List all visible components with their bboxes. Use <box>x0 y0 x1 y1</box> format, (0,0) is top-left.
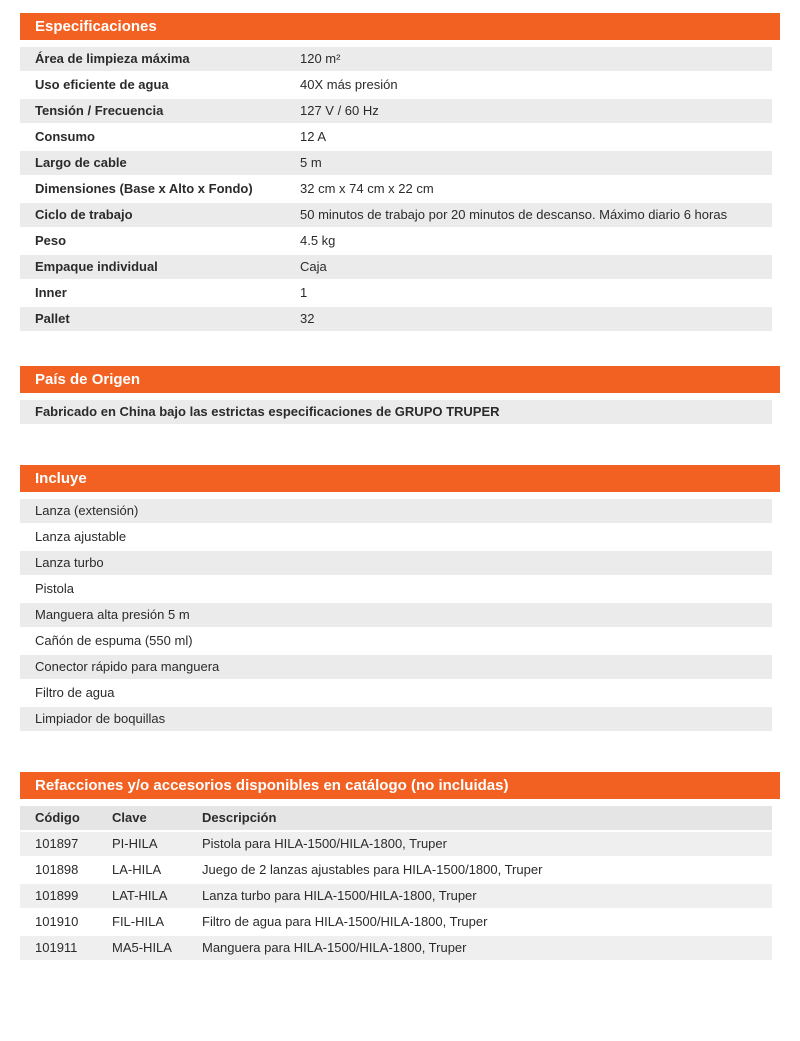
spec-row <box>20 281 772 305</box>
spec-value: 32 cm x 74 cm x 22 cm <box>300 181 434 196</box>
spec-label: Dimensiones (Base x Alto x Fondo) <box>35 181 253 196</box>
spec-row <box>20 255 772 279</box>
section-title: Refacciones y/o accesorios disponibles en catálogo (no incluidas) <box>35 777 509 794</box>
spec-value: 32 <box>300 311 315 326</box>
part-descripcion: Manguera para HILA-1500/HILA-1800, Truper <box>202 940 467 955</box>
spec-value: 127 V / 60 Hz <box>300 103 379 118</box>
parts-row <box>20 884 772 908</box>
section-header-incluye <box>20 465 780 492</box>
spec-row <box>20 151 772 175</box>
spec-row <box>20 177 772 201</box>
spec-table <box>20 47 772 331</box>
column-header-clave: Clave <box>112 810 147 825</box>
part-codigo: 101899 <box>35 888 79 903</box>
incluye-item: Lanza ajustable <box>20 525 772 549</box>
incluye-item: Filtro de agua <box>20 681 772 705</box>
origin-text: Fabricado en China bajo las estrictas especificaciones de GRUPO TRUPER <box>20 400 772 424</box>
part-clave: LAT-HILA <box>112 888 168 903</box>
part-clave: PI-HILA <box>112 836 158 851</box>
incluye-list <box>20 499 772 731</box>
part-codigo: 101897 <box>35 836 79 851</box>
section-title: País de Origen <box>35 371 141 388</box>
section-especificaciones <box>20 13 780 331</box>
spec-label: Ciclo de trabajo <box>35 207 133 222</box>
spec-label: Uso eficiente de agua <box>35 77 169 92</box>
section-header-pais-de-origen <box>20 366 780 393</box>
incluye-item: Pistola <box>20 577 772 601</box>
section-header-refacciones <box>20 772 780 799</box>
spec-value: 1 <box>300 285 308 300</box>
part-codigo: 101911 <box>35 940 78 955</box>
spec-label: Peso <box>35 233 67 248</box>
spec-row <box>20 99 772 123</box>
part-codigo: 101898 <box>35 862 79 877</box>
spec-row <box>20 47 772 71</box>
part-clave: MA5-HILA <box>112 940 172 955</box>
section-incluye <box>20 465 780 731</box>
parts-row <box>20 832 772 856</box>
spec-row <box>20 229 772 253</box>
incluye-item: Manguera alta presión 5 m <box>20 603 772 627</box>
spec-value: Caja <box>300 259 327 274</box>
spec-row <box>20 125 772 149</box>
spec-value: 5 m <box>300 155 322 170</box>
part-descripcion: Filtro de agua para HILA-1500/HILA-1800, Truper <box>202 914 488 929</box>
spec-row <box>20 73 772 97</box>
part-descripcion: Lanza turbo para HILA-1500/HILA-1800, Truper <box>202 888 477 903</box>
parts-table <box>20 806 772 960</box>
section-refacciones <box>20 772 780 960</box>
section-pais-de-origen <box>20 366 780 424</box>
parts-row <box>20 858 772 882</box>
part-codigo: 101910 <box>35 914 79 929</box>
part-clave: FIL-HILA <box>112 914 165 929</box>
part-descripcion: Pistola para HILA-1500/HILA-1800, Truper <box>202 836 447 851</box>
parts-table-header <box>20 806 772 830</box>
spec-label: Empaque individual <box>35 259 158 274</box>
spec-value: 120 m² <box>300 51 341 66</box>
section-title: Especificaciones <box>35 18 157 35</box>
spec-value: 4.5 kg <box>300 233 336 248</box>
column-header-descripcion: Descripción <box>202 810 277 825</box>
parts-row <box>20 910 772 934</box>
incluye-item: Conector rápido para manguera <box>20 655 772 679</box>
section-title: Incluye <box>35 470 87 487</box>
spec-label: Pallet <box>35 311 70 326</box>
part-descripcion: Juego de 2 lanzas ajustables para HILA-1500/1800, Truper <box>202 862 543 877</box>
incluye-item: Limpiador de boquillas <box>20 707 772 731</box>
section-header-especificaciones <box>20 13 780 40</box>
parts-row <box>20 936 772 960</box>
spec-label: Tensión / Frecuencia <box>35 103 164 118</box>
incluye-item: Lanza (extensión) <box>20 499 772 523</box>
spec-value: 12 A <box>300 129 327 144</box>
spec-value: 50 minutos de trabajo por 20 minutos de descanso. Máximo diario 6 horas <box>300 207 728 222</box>
spec-row <box>20 203 772 227</box>
spec-label: Área de limpieza máxima <box>35 51 190 66</box>
spec-label: Inner <box>35 285 67 300</box>
spec-label: Largo de cable <box>35 155 127 170</box>
spec-row <box>20 307 772 331</box>
incluye-item: Cañón de espuma (550 ml) <box>20 629 772 653</box>
spec-label: Consumo <box>35 129 95 144</box>
column-header-codigo: Código <box>35 810 80 825</box>
part-clave: LA-HILA <box>112 862 162 877</box>
spec-value: 40X más presión <box>300 77 398 92</box>
incluye-item: Lanza turbo <box>20 551 772 575</box>
